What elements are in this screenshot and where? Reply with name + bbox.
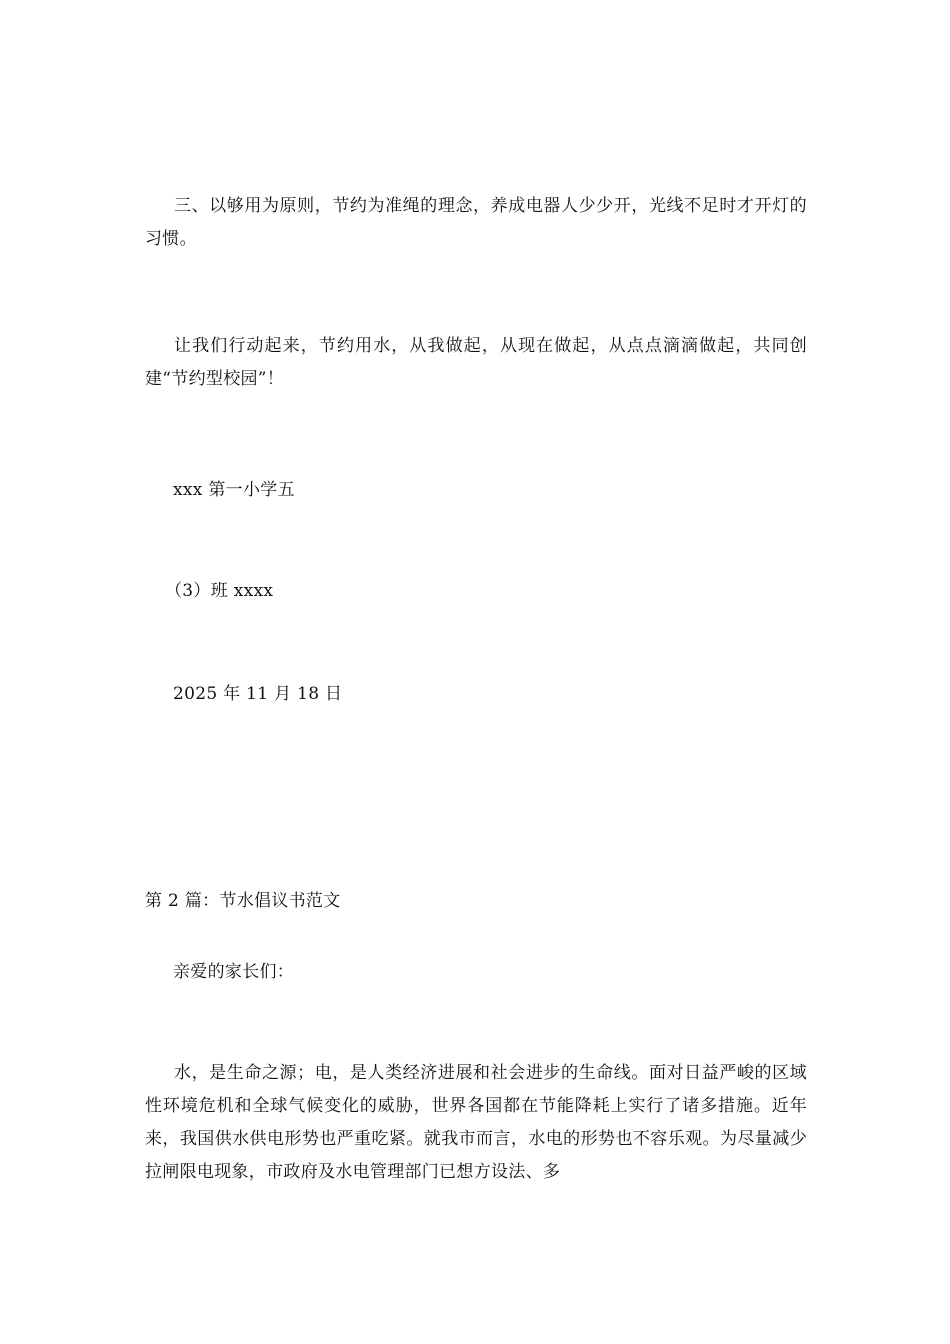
section-2-heading: 第 2 篇：节水倡议书范文 [145,891,341,911]
signature-school: xxx 第一小学五 [173,480,295,500]
section-2-salutation: 亲爱的家长们： [173,962,295,982]
paragraph-principle-three: 三、以够用为原则，节约为准绳的理念，养成电器人少少开，光线不足时才开灯的习惯。 [145,196,807,249]
signature-class: （3）班 xxxx [165,581,274,601]
signature-date: 2025 年 11 月 18 日 [173,684,343,704]
section-2-body-paragraph: 水，是生命之源；电，是人类经济进展和社会进步的生命线。面对日益严峻的区域性环境危机和全球气候变化的威胁，世界各国都在节能降耗上实行了诸多措施。近年来，我国供水供电形势也严重吃紧。就我市而言，水电的形势也不容乐观。为尽量减少拉闸限电现象，市政府及水电管理部门已想方设法、多 [145,1063,807,1182]
paragraph-call-to-action: 让我们行动起来，节约用水，从我做起，从现在做起，从点点滴滴做起，共同创建“节约型校园”！ [145,336,807,389]
